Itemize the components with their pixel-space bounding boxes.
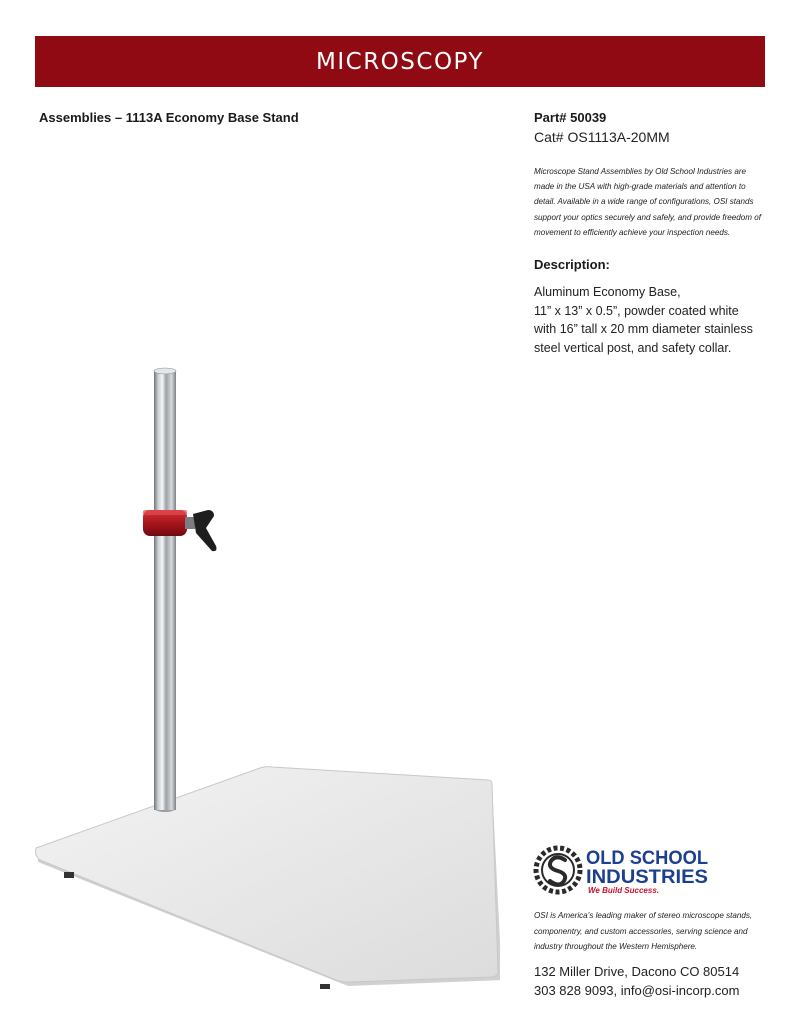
header-banner: [35, 36, 765, 87]
vertical-post: [154, 368, 176, 812]
assembly-title: Assemblies – 1113A Economy Base Stand: [39, 110, 299, 125]
logo-tagline: We Build Success.: [588, 886, 659, 895]
contact-address: 132 Miller Drive, Dacono CO 80514: [534, 964, 740, 979]
description-heading: Description:: [534, 257, 610, 272]
description-line: Aluminum Economy Base,: [534, 285, 681, 299]
base-plate: [36, 767, 501, 989]
contact-block: [534, 962, 739, 1000]
description-line: 11” x 13” x 0.5”, powder coated white: [534, 303, 739, 318]
catalog-number: Cat# OS1113A-20MM: [534, 129, 670, 145]
company-about: OSI is America’s leading maker of stereo microscope stands, componentry, and custom accessories, serving science and industry throughout the Western Hemisphere.: [534, 911, 753, 951]
description-body: [534, 283, 774, 357]
description-line: with 16” tall x 20 mm diameter stainless: [534, 322, 753, 336]
logo-line-1: OLD SCHOOL: [586, 848, 709, 869]
product-image: [30, 360, 500, 1000]
logo-line-2: INDUSTRIES: [586, 867, 708, 888]
description-line: steel vertical post, and safety collar.: [534, 340, 732, 355]
company-logo: [532, 844, 732, 896]
contact-phone-email: 303 828 9093, info@osi-incorp.com: [534, 983, 740, 998]
banner-title: MICROSCOPY: [316, 48, 484, 75]
part-number: Part# 50039: [534, 110, 607, 125]
gear-icon: [536, 848, 580, 892]
intro-paragraph: Microscope Stand Assemblies by Old School Industries are made in the USA with high-grade materials and attention to detail. Available in a wide range of configurations, OSI stands support your optics securely and safely, and provide freedom of movement to efficiently achieve your inspection needs.: [534, 167, 762, 237]
